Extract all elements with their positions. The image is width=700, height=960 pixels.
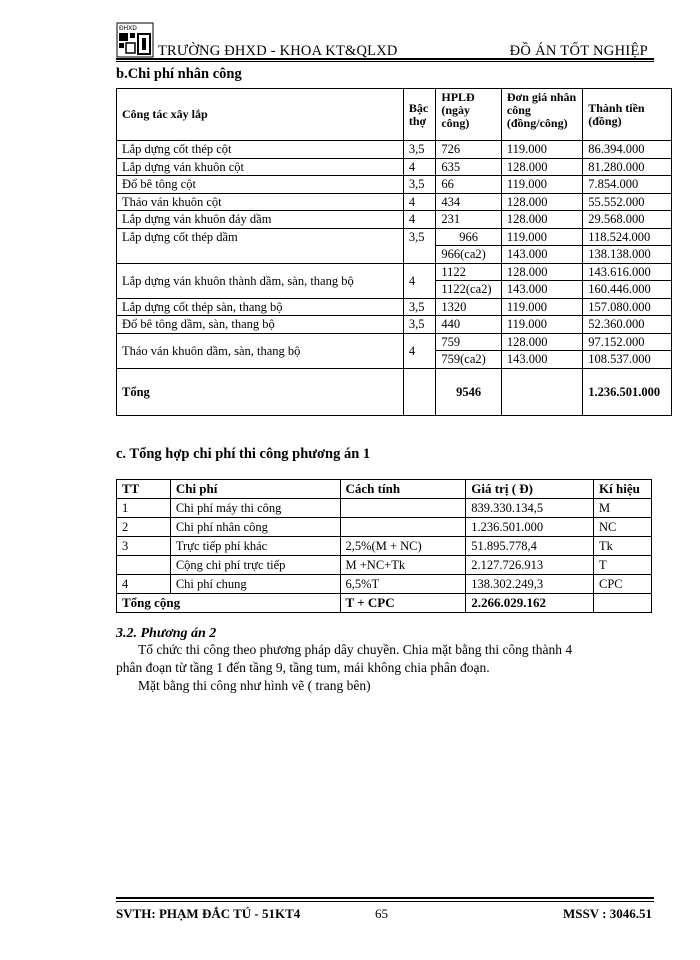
cell-grade: 4	[403, 263, 435, 298]
cell-cost: Chi phí nhân công	[170, 518, 340, 537]
section-32-para1-line1: Tổ chức thi công theo phương pháp dây chuyền. Chia mặt bằng thi công thành 4	[138, 642, 573, 657]
total-price-empty	[501, 368, 582, 415]
section-32-para2: Mặt bằng thi công như hình vẽ ( trang bên)	[138, 678, 371, 693]
cell-price-shift2: 143.000	[501, 281, 582, 299]
section-c-title: c. Tổng hợp chi phí thi công phương án 1	[116, 446, 371, 462]
cell-method: 2,5%(M + NC)	[340, 537, 466, 556]
cell-grade: 3,5	[403, 298, 435, 316]
cell-amount: 97.152.000	[583, 333, 672, 351]
cell-price-shift2: 143.000	[501, 246, 582, 264]
cell-value: 2.127.726.913	[466, 556, 594, 575]
cell-task: Lắp dựng ván khuôn đáy dầm	[117, 211, 404, 229]
cell-price: 128.000	[501, 193, 582, 211]
cell-amount: 55.552.000	[583, 193, 672, 211]
cell-hpld-shift2: 966(ca2)	[436, 246, 502, 264]
cell-grade: 4	[403, 211, 435, 229]
cell-symbol: CPC	[594, 575, 652, 594]
cell-hpld: 759	[436, 333, 502, 351]
cell-value: 138.302.249,3	[466, 575, 594, 594]
cell-price: 119.000	[501, 228, 582, 246]
cost-summary-table	[116, 479, 652, 613]
total-symbol	[594, 594, 652, 613]
cell-amount-shift2: 108.537.000	[583, 351, 672, 369]
table-row	[117, 518, 652, 537]
cell-symbol: Tk	[594, 537, 652, 556]
cell-hpld: 231	[436, 211, 502, 229]
table-row	[117, 193, 672, 211]
svg-text:ĐHXD: ĐHXD	[119, 25, 137, 32]
header-rule-thin	[116, 61, 654, 62]
table-row	[117, 141, 672, 159]
total-hpld: 9546	[436, 368, 502, 415]
cell-task: Tháo ván khuôn cột	[117, 193, 404, 211]
labor-cost-table	[116, 88, 672, 416]
table-row	[117, 228, 672, 246]
cell-hpld-shift2: 759(ca2)	[436, 351, 502, 369]
cell-hpld: 635	[436, 158, 502, 176]
cell-grade: 4	[403, 193, 435, 211]
cell-task: Tháo ván khuôn dầm, sàn, thang bộ	[117, 333, 404, 368]
cell-cost: Chi phí máy thi công	[170, 499, 340, 518]
cell-method: M +NC+Tk	[340, 556, 466, 575]
table-total-row	[117, 594, 652, 613]
cell-method: 6,5%T	[340, 575, 466, 594]
cell-symbol: NC	[594, 518, 652, 537]
cell-value: 51.895.778,4	[466, 537, 594, 556]
page-header	[116, 22, 654, 62]
cell-hpld: 434	[436, 193, 502, 211]
cell-hpld: 440	[436, 316, 502, 334]
cell-amount: 7.854.000	[583, 176, 672, 194]
table-row	[117, 263, 672, 281]
cell-grade: 3,5	[403, 228, 435, 263]
cell-amount: 86.394.000	[583, 141, 672, 159]
col-header-grade: Bậc thợ	[403, 89, 435, 141]
cell-tt: 1	[117, 499, 171, 518]
cell-method	[340, 518, 466, 537]
table-row	[117, 158, 672, 176]
total-label: Tổng	[117, 368, 404, 415]
total-amount: 1.236.501.000	[583, 368, 672, 415]
col-header-symbol: Kí hiệu	[594, 480, 652, 499]
cell-price: 128.000	[501, 263, 582, 281]
cell-cost: Trực tiếp phí khác	[170, 537, 340, 556]
cell-hpld-shift2: 1122(ca2)	[436, 281, 502, 299]
cell-task: Lắp dựng cốt thép dầm	[117, 228, 404, 263]
cell-amount: 157.080.000	[583, 298, 672, 316]
total-label: Tổng cộng	[117, 594, 341, 613]
cell-task: Đổ bê tông dầm, sàn, thang bộ	[117, 316, 404, 334]
table-total-row	[117, 368, 672, 415]
cell-price: 128.000	[501, 211, 582, 229]
cell-hpld: 1320	[436, 298, 502, 316]
cell-task: Đổ bê tông cột	[117, 176, 404, 194]
table-row	[117, 499, 652, 518]
table-row	[117, 316, 672, 334]
table-row	[117, 537, 652, 556]
cell-hpld: 1122	[436, 263, 502, 281]
university-logo	[116, 22, 154, 58]
col-header-cost: Chi phí	[170, 480, 340, 499]
cell-grade: 4	[403, 333, 435, 368]
table-row	[117, 333, 672, 351]
cell-tt	[117, 556, 171, 575]
section-32-title: 3.2. Phương án 2	[116, 626, 217, 641]
total-grade-empty	[403, 368, 435, 415]
cell-amount: 29.568.000	[583, 211, 672, 229]
cell-tt: 4	[117, 575, 171, 594]
cell-method	[340, 499, 466, 518]
cell-grade: 3,5	[403, 176, 435, 194]
cell-amount: 118.524.000	[583, 228, 672, 246]
table-row	[117, 176, 672, 194]
col-header-price: Đơn giá nhân công (đồng/công)	[501, 89, 582, 141]
cell-task: Lắp dựng cốt thép sàn, thang bộ	[117, 298, 404, 316]
header-title: ĐỒ ÁN TỐT NGHIỆP	[509, 43, 648, 59]
col-header-hpld: HPLĐ (ngày công)	[436, 89, 502, 141]
cell-grade: 3,5	[403, 141, 435, 159]
table-row	[117, 575, 652, 594]
total-method: T + CPC	[340, 594, 466, 613]
cell-hpld: 966	[436, 228, 502, 246]
col-header-tt: TT	[117, 480, 171, 499]
cell-amount-shift2: 138.138.000	[583, 246, 672, 264]
cell-tt: 3	[117, 537, 171, 556]
cell-task: Lắp dựng ván khuôn cột	[117, 158, 404, 176]
cell-symbol: T	[594, 556, 652, 575]
table-header-row	[117, 480, 652, 499]
cell-value: 839.330.134,5	[466, 499, 594, 518]
cell-grade: 3,5	[403, 316, 435, 334]
page-number: 65	[375, 906, 388, 921]
cell-task: Lắp dựng cốt thép cột	[117, 141, 404, 159]
col-header-method: Cách tính	[340, 480, 466, 499]
cell-amount-shift2: 160.446.000	[583, 281, 672, 299]
section-b-title: b.Chi phí nhân công	[116, 66, 242, 82]
cell-cost: Cộng chi phí trực tiếp	[170, 556, 340, 575]
cell-grade: 4	[403, 158, 435, 176]
table-row	[117, 298, 672, 316]
cell-price: 119.000	[501, 176, 582, 194]
footer-student: SVTH: PHẠM ĐẮC TÚ - 51KT4	[116, 906, 301, 921]
header-rule	[116, 58, 654, 60]
footer-student-id: MSSV : 3046.51	[563, 906, 652, 921]
col-header-amount: Thành tiền (đồng)	[583, 89, 672, 141]
cell-hpld: 66	[436, 176, 502, 194]
cell-amount: 81.280.000	[583, 158, 672, 176]
cell-price: 119.000	[501, 141, 582, 159]
cell-price-shift2: 143.000	[501, 351, 582, 369]
cell-price: 128.000	[501, 333, 582, 351]
cell-task: Lắp dựng ván khuôn thành dầm, sàn, thang bộ	[117, 263, 404, 298]
cell-hpld: 726	[436, 141, 502, 159]
cell-symbol: M	[594, 499, 652, 518]
total-value: 2.266.029.162	[466, 594, 594, 613]
cell-value: 1.236.501.000	[466, 518, 594, 537]
footer-rule-thin	[116, 901, 654, 902]
footer-rule	[116, 897, 654, 899]
cell-price: 119.000	[501, 298, 582, 316]
table-row	[117, 556, 652, 575]
cell-price: 128.000	[501, 158, 582, 176]
table-header-row	[117, 89, 672, 141]
section-32-para1-line2: phân đoạn từ tầng 1 đến tầng 9, tầng tum, mái không chia phân đoạn.	[116, 660, 490, 675]
col-header-task: Công tác xây lắp	[117, 89, 404, 141]
table-row	[117, 211, 672, 229]
cell-price: 119.000	[501, 316, 582, 334]
col-header-value: Giá trị ( Đ)	[466, 480, 594, 499]
header-school: TRƯỜNG ĐHXD - KHOA KT&QLXD	[158, 43, 398, 59]
cell-tt: 2	[117, 518, 171, 537]
cell-amount: 143.616.000	[583, 263, 672, 281]
cell-cost: Chi phí chung	[170, 575, 340, 594]
cell-amount: 52.360.000	[583, 316, 672, 334]
